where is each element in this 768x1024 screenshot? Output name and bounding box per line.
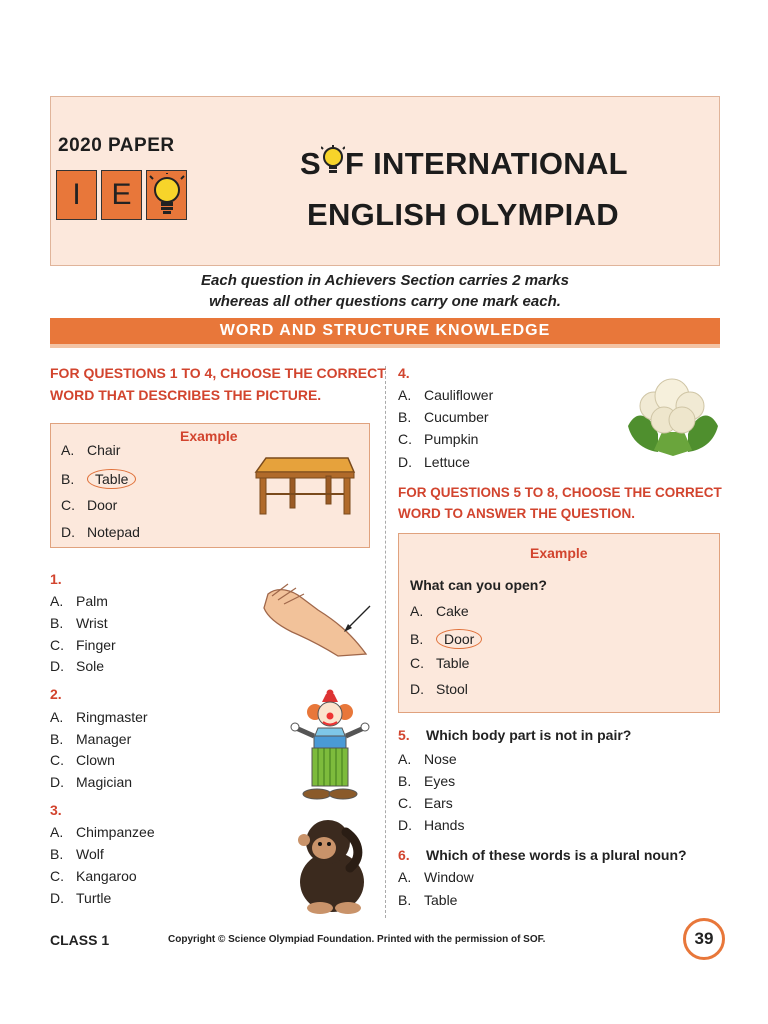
answer-circle: Door — [436, 629, 482, 649]
q3-option-b: B. Wolf — [50, 846, 104, 862]
table-image — [252, 448, 356, 520]
cauliflower-image — [624, 372, 722, 458]
question-4-number: 4. — [398, 365, 410, 381]
question-6: 6. Which of these words is a plural noun? — [398, 847, 687, 863]
question-1-number: 1. — [50, 571, 62, 587]
hand-image — [258, 576, 374, 660]
q5-option-a: A. Nose — [398, 751, 457, 767]
example-label: Example — [180, 428, 238, 444]
example2-option-c: C. Table — [410, 655, 470, 671]
q4-option-a: A. Cauliflower — [398, 387, 494, 403]
logo-letter-i: I — [56, 170, 97, 220]
q5-option-d: D. Hands — [398, 817, 465, 833]
example-option-d: D. Notepad — [61, 524, 140, 540]
q5-option-b: B. Eyes — [398, 773, 456, 789]
intro-line-2: whereas all other questions carry one mark each. — [209, 293, 561, 310]
example2-option-d: D. Stool — [410, 681, 468, 697]
q3-option-a: A. Chimpanzee — [50, 824, 155, 840]
q1-option-b: B. Wrist — [50, 615, 108, 631]
q3-option-c: C. Kangaroo — [50, 868, 137, 884]
instruction-q1-4: FOR QUESTIONS 1 TO 4, CHOOSE THE CORRECT WORD THAT DESCRIBES THE PICTURE. — [50, 365, 386, 403]
title-line-1: S F INTERNATIONAL — [300, 146, 628, 181]
q6-option-a: A. Window — [398, 869, 474, 885]
example-option-b: B. Table — [61, 469, 136, 489]
chimpanzee-image — [290, 812, 374, 916]
q2-option-b: B. Manager — [50, 731, 132, 747]
q1-option-a: A. Palm — [50, 593, 108, 609]
q4-option-c: C. Pumpkin — [398, 431, 479, 447]
class-label: CLASS 1 — [50, 932, 110, 948]
logo-letter-o — [146, 170, 187, 220]
column-divider — [385, 366, 386, 918]
intro-line-1: Each question in Achievers Section carries 2 marks — [201, 272, 569, 289]
page-number: 39 — [683, 918, 725, 960]
instruction-q5-8: FOR QUESTIONS 5 TO 8, CHOOSE THE CORRECT WORD TO ANSWER THE QUESTION. — [398, 485, 722, 521]
question-2-number: 2. — [50, 686, 62, 702]
logo-letter-e: E — [101, 170, 142, 220]
q4-option-b: B. Cucumber — [398, 409, 489, 425]
q1-option-d: D. Sole — [50, 658, 105, 674]
q2-option-a: A. Ringmaster — [50, 709, 148, 725]
copyright-text: Copyright © Science Olympiad Foundation. Printed with the permission of SOF. — [168, 934, 546, 945]
clown-image — [290, 688, 370, 802]
example-option-a: A. Chair — [61, 442, 121, 458]
example2-option-a: A. Cake — [410, 603, 469, 619]
answer-circle: Table — [87, 469, 136, 489]
q5-option-c: C. Ears — [398, 795, 453, 811]
paper-year-label: 2020 PAPER — [58, 135, 175, 156]
q2-option-c: C. Clown — [50, 752, 115, 768]
q6-option-b: B. Table — [398, 892, 458, 908]
q2-option-d: D. Magician — [50, 774, 133, 790]
q4-option-d: D. Lettuce — [398, 454, 470, 470]
lightbulb-icon — [149, 173, 185, 217]
example-question: What can you open? — [410, 577, 547, 593]
example-label-right: Example — [530, 545, 588, 561]
q1-option-c: C. Finger — [50, 637, 116, 653]
section-title: WORD AND STRUCTURE KNOWLEDGE — [50, 318, 720, 348]
question-5: 5. Which body part is not in pair? — [398, 727, 632, 743]
sof-bulb-icon — [321, 145, 345, 177]
example-option-c: C. Door — [61, 497, 118, 513]
example2-option-b: B. Door — [410, 629, 482, 649]
q3-option-d: D. Turtle — [50, 890, 112, 906]
title-line-2: ENGLISH OLYMPIAD — [307, 197, 619, 232]
question-3-number: 3. — [50, 802, 62, 818]
